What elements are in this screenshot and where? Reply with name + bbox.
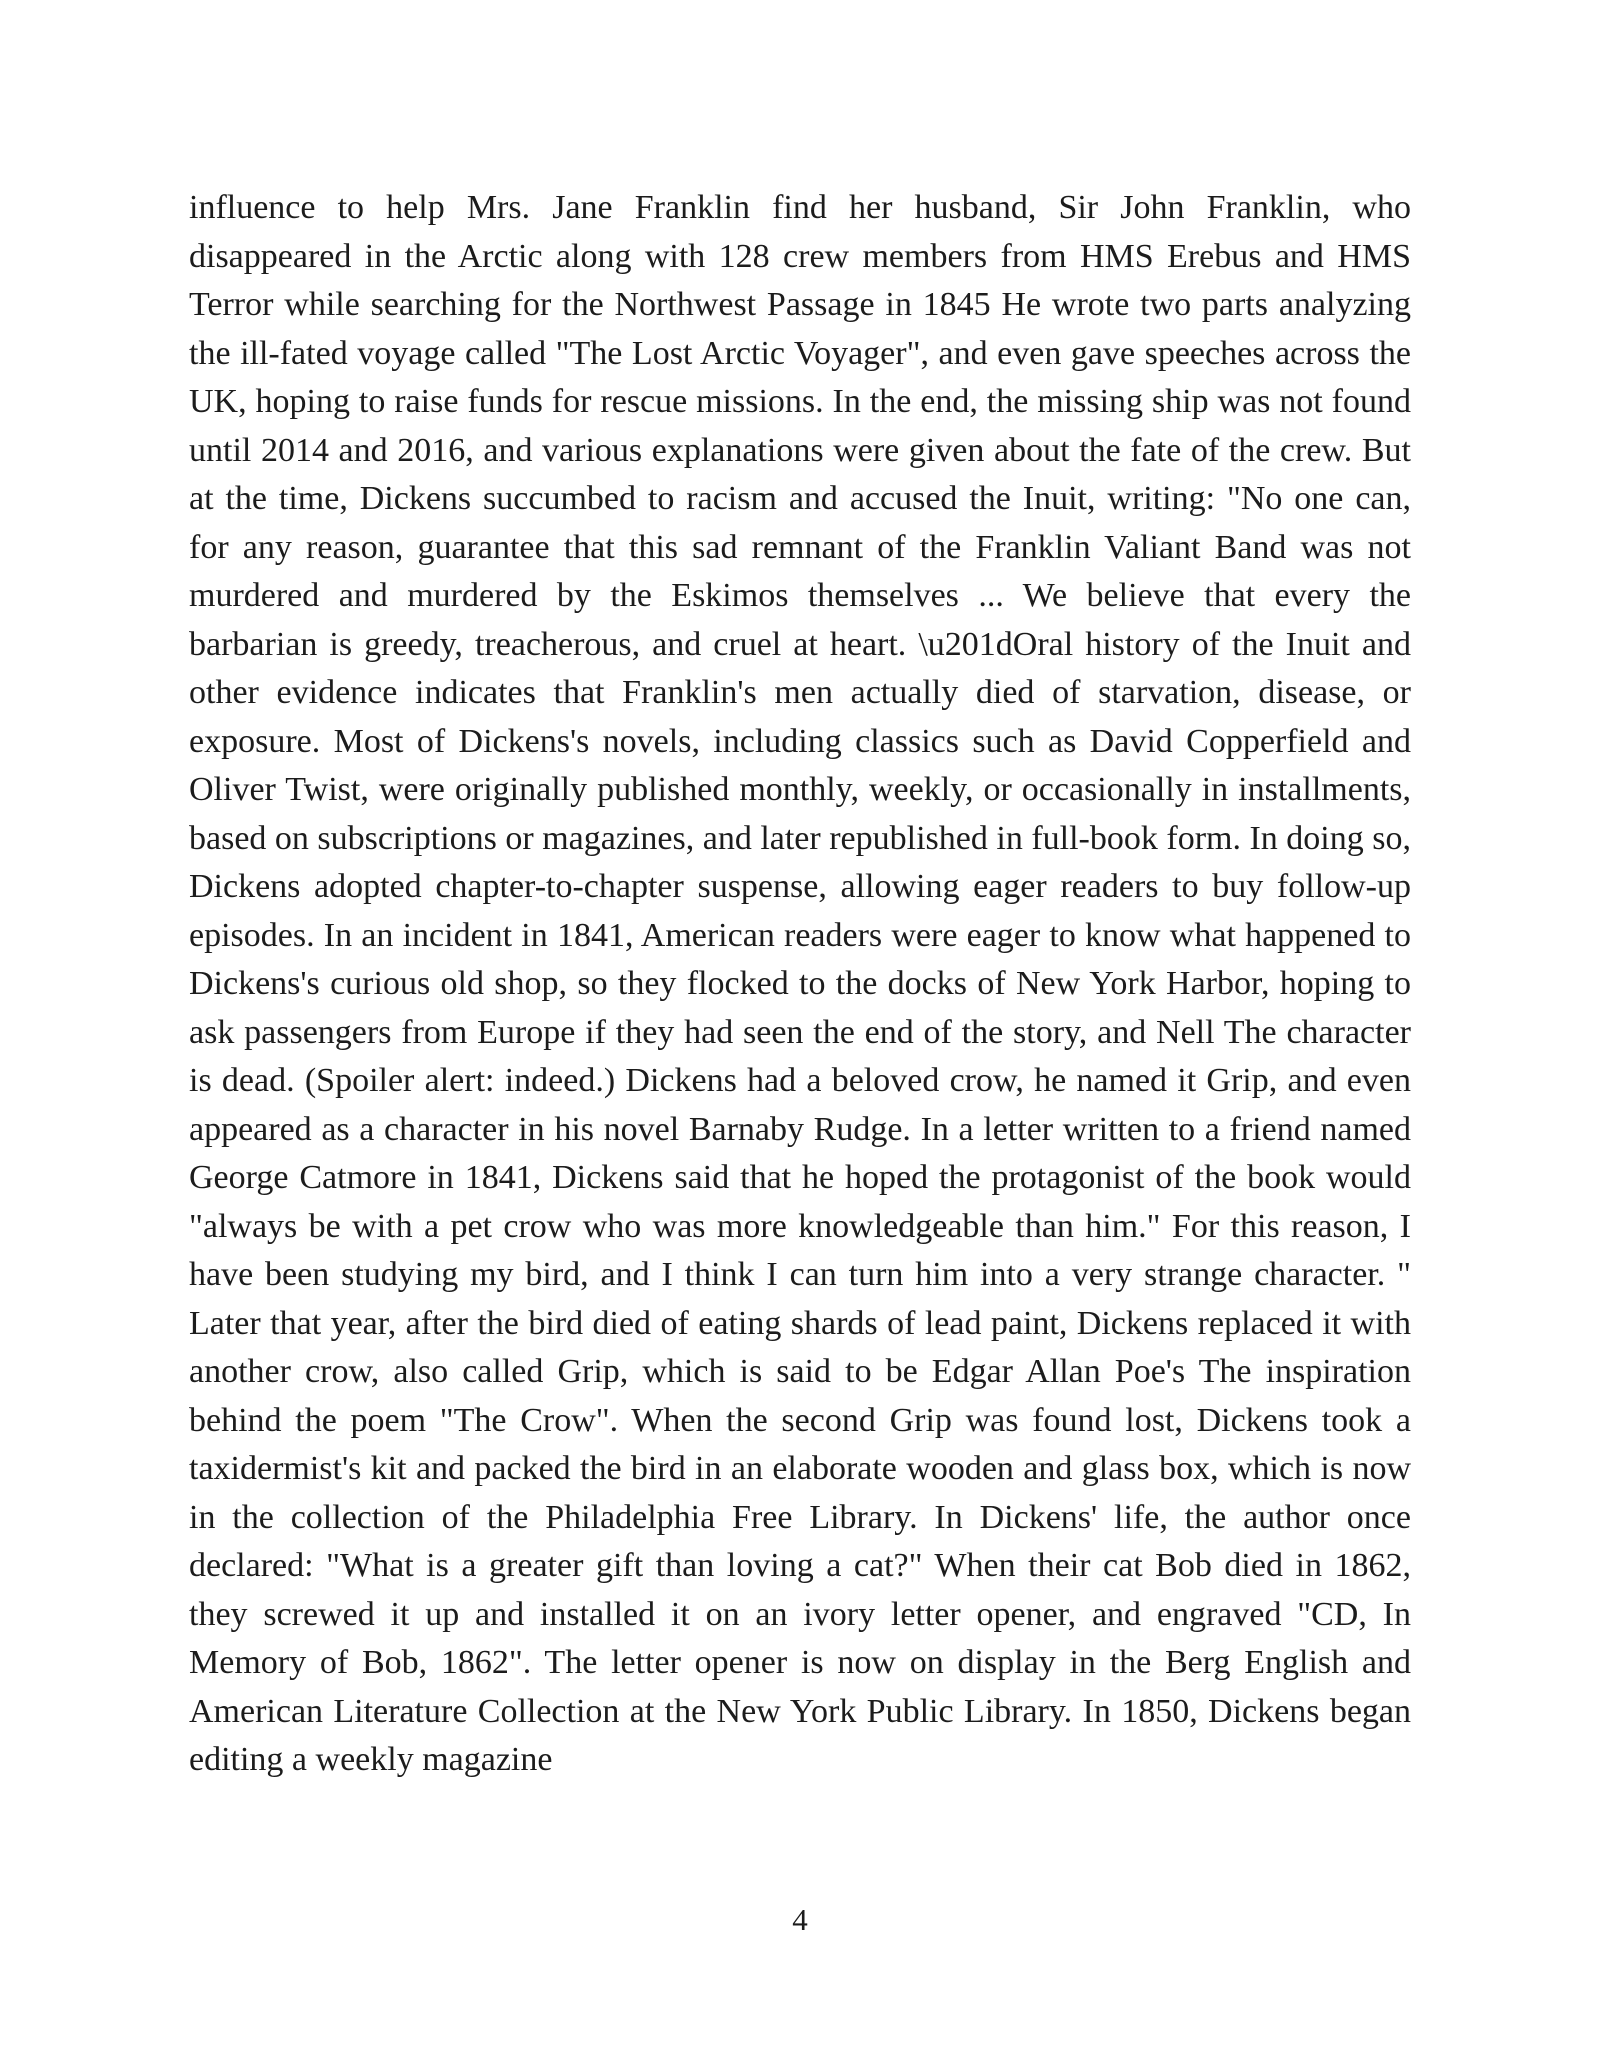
page-number: 4	[792, 1902, 808, 1937]
body-paragraph: influence to help Mrs. Jane Franklin find her husband, Sir John Franklin, who disappeared in the Arctic along with 128 crew members from HMS Erebus and HMS Terror while searching for the Northwest Passage in 1845 He wrote two parts analyzing the ill-fated voyage called "The Lost Arctic Voyager", and even gave speeches across the UK, hoping to raise funds for rescue missions. In the end, the missing ship was not found until 2014 and 2016, and various explanations were given about the fate of the crew. But at the time, Dickens succumbed to racism and accused the Inuit, writing: "No one can, for any reason, guarantee that this sad remnant of the Franklin Valiant Band was not murdered and murdered by the Eskimos themselves ... We believe that every the barbarian is greedy, treacherous, and cruel at heart. \u201dOral history of the Inuit and other evidence indicates that Franklin's men actually died of starvation, disease, or exposure. Most of Dickens's novels, including classics such as David Copperfield and Oliver Twist, were originally published monthly, weekly, or occasionally in installments, based on subscriptions or magazines, and later republished in full-book form. In doing so, Dickens adopted chapter-to-chapter suspense, allowing eager readers to buy follow-up episodes. In an incident in 1841, American readers were eager to know what happened to Dickens's curious old shop, so they flocked to the docks of New York Harbor, hoping to ask passengers from Europe if they had seen the end of the story, and Nell The character is dead. (Spoiler alert: indeed.) Dickens had a beloved crow, he named it Grip, and even appeared as a character in his novel Barnaby Rudge. In a letter written to a friend named George Catmore in 1841, Dickens said that he hoped the protagonist of the book would "always be with a pet crow who was more knowledgeable than him." For this reason, I have been studying my bird, and I think I can turn him into a very strange character. " Later that year, after the bird died of eating shards of lead paint, Dickens replaced it with another crow, also called Grip, which is said to be Edgar Allan Poe's The inspiration behind the poem "The Crow". When the second Grip was found lost, Dickens took a taxidermist's kit and packed the bird in an elaborate wooden and glass box, which is now in the collection of the Philadelphia Free Library. In Dickens' life, the author once declared: "What is a greater gift than loving a cat?" When their cat Bob died in 1862, they screwed it up and installed it on an ivory letter opener, and engraved "CD, In Memory of Bob, 1862". The letter opener is now on display in the Berg English and American Literature Collection at the New York Public Library. In 1850, Dickens began editing a weekly magazine	[189, 189, 1411, 1778]
